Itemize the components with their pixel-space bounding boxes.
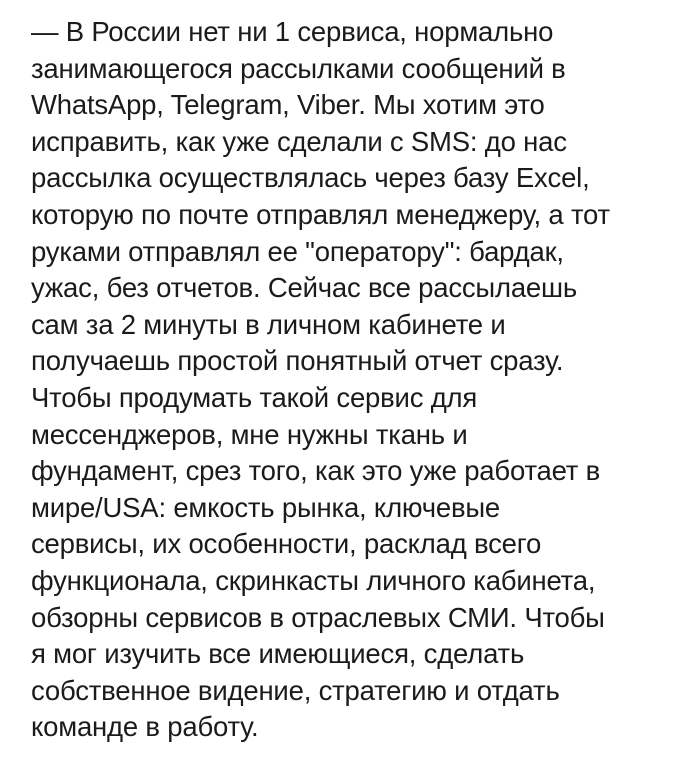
text-line: которую по почте отправлял менеджеру, а тот bbox=[31, 198, 610, 230]
text-line: получаешь простой понятный отчет сразу. bbox=[31, 345, 564, 377]
text-line: WhatsApp, Telegram, Viber. Мы хотим это bbox=[31, 89, 545, 121]
text-line: занимающегося рассылками сообщений в bbox=[31, 52, 566, 84]
text-line: функционала, скринкасты личного кабинета, bbox=[31, 564, 596, 596]
text-line: я мог изучить все имеющиеся, сделать bbox=[31, 638, 525, 670]
text-line: мессенджеров, мне нужны ткань и bbox=[31, 418, 468, 450]
text-line: сервисы, их особенности, расклад всего bbox=[31, 528, 542, 560]
text-line: Чтобы продумать такой сервис для bbox=[31, 381, 478, 413]
text-line: руками отправлял ее "оператору": бардак, bbox=[31, 235, 564, 267]
text-line: ужас, без отчетов. Сейчас все рассылаешь bbox=[31, 272, 578, 304]
text-line: собственное видение, стратегию и отдать bbox=[31, 674, 560, 706]
text-line: рассылка осуществлялась через базу Excel, bbox=[31, 162, 590, 194]
text-line: команде в работу. bbox=[31, 711, 259, 743]
text-line: обзорны сервисов в отраслевых СМИ. Чтобы bbox=[31, 601, 605, 633]
text-line: исправить, как уже сделали с SMS: до нас bbox=[31, 125, 567, 157]
text-line: сам за 2 минуты в личном кабинете и bbox=[31, 308, 506, 340]
text-line: фундамент, срез того, как это уже работает в bbox=[31, 455, 601, 487]
message-text-block bbox=[31, 14, 691, 746]
text-line: — В России нет ни 1 сервиса, нормально bbox=[31, 16, 554, 47]
text-line: мире/USA: емкость рынка, ключевые bbox=[31, 491, 501, 523]
